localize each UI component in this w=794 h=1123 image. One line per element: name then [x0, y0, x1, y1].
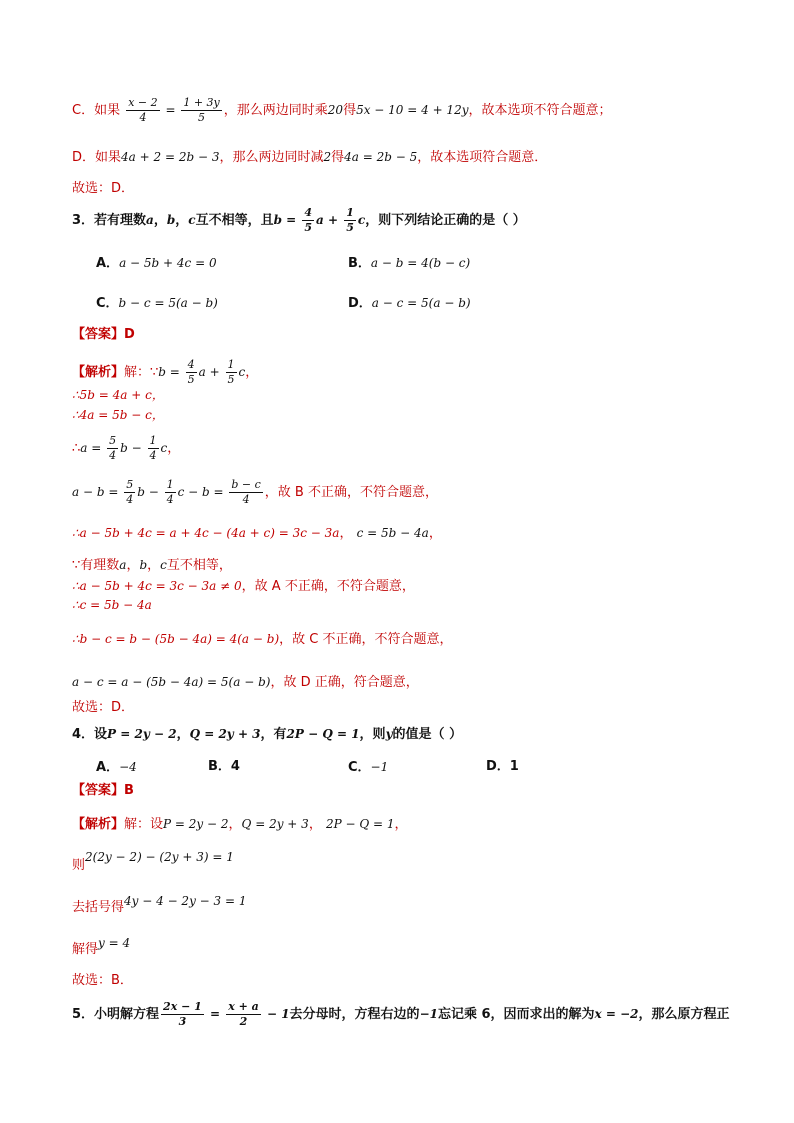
text: ，那么原方程正	[638, 1007, 730, 1022]
var: b	[166, 213, 176, 227]
q3-answer: 【答案】D	[72, 327, 135, 342]
fraction	[107, 434, 118, 463]
option-label: C．	[348, 760, 371, 775]
option-label: D．	[72, 150, 96, 165]
math: 2	[323, 150, 332, 164]
text: 4．设	[72, 727, 108, 742]
var: c	[160, 558, 167, 572]
math: a − c = a − (5b − 4a) = 5(a − b)	[72, 675, 271, 689]
math: b −	[137, 485, 163, 499]
text: 如果	[94, 103, 121, 118]
option-text: 1	[509, 759, 519, 774]
denominator: 4	[109, 449, 117, 462]
q4-step-1	[72, 850, 234, 875]
text: ，	[167, 441, 181, 456]
q4-stem	[72, 725, 462, 744]
text: ∵有理数	[72, 558, 120, 573]
math: ∴a − 5b + 4c = a + 4c − (4a + c) = 3c − 3a	[72, 526, 340, 540]
q3-stem	[72, 206, 526, 235]
q4-analysis-intro	[72, 815, 408, 834]
denominator: 4	[149, 449, 157, 462]
text: ，	[175, 213, 189, 228]
denominator: 2	[239, 1015, 248, 1028]
q3-option-a[interactable]	[96, 254, 217, 273]
math: 4y − 4 − 2y − 3 = 1	[124, 894, 247, 908]
q5-stem	[72, 1000, 730, 1029]
option-label: C．	[96, 296, 119, 311]
math: ∴b − c = b − (5b − 4a) = 4(a − b)	[72, 632, 280, 646]
math: y = 4	[98, 936, 131, 950]
q3-step-8: ∴c = 5b − 4a	[72, 598, 152, 612]
numerator: 2x − 1	[163, 1000, 202, 1013]
option-label: B．	[348, 256, 371, 271]
text: 的值是（ ）	[392, 727, 463, 742]
q3-option-b[interactable]	[348, 254, 470, 273]
analysis-label: 【解析】	[72, 365, 125, 380]
math: b =	[273, 213, 301, 227]
analysis-label: 【解析】	[72, 817, 125, 832]
math: c	[160, 441, 168, 455]
text: ，	[245, 365, 259, 380]
q3-step-3	[72, 434, 180, 463]
var: c	[188, 213, 196, 227]
math: P = 2y − 2	[163, 817, 229, 831]
text: ，	[147, 558, 161, 573]
numerator: 4	[187, 358, 195, 371]
math: c − b =	[177, 485, 228, 499]
math: 2P − Q = 1	[286, 727, 360, 741]
text: ，故 A 不正确，不符合题意，	[241, 579, 415, 594]
option-d-explanation	[72, 148, 547, 167]
text: 去括号得	[72, 900, 125, 915]
numerator: 1 + 3y	[183, 96, 220, 109]
math: P = 2y − 2	[107, 727, 177, 741]
math: 5x − 10 = 4 + 12y	[356, 103, 469, 117]
math: 2(2y − 2) − (2y + 3) = 1	[85, 850, 234, 864]
text: 如果	[95, 150, 122, 165]
math: 4a + 2 = 2b − 3	[121, 150, 220, 164]
denominator: 5	[198, 111, 206, 124]
fraction	[181, 96, 221, 125]
denominator: 4	[126, 493, 134, 506]
fraction	[126, 96, 159, 125]
q4-option-c[interactable]	[348, 758, 388, 777]
math: a =	[80, 441, 106, 455]
fraction	[124, 478, 135, 507]
text: 5．小明解方程	[72, 1007, 160, 1022]
text: ，故本选项不符合题意；	[468, 103, 612, 118]
var: y	[385, 727, 393, 741]
option-text: −4	[119, 760, 137, 774]
math: a − b =	[72, 485, 123, 499]
text: ，	[176, 727, 190, 742]
math: − 1	[262, 1007, 290, 1021]
text: 互不相等，	[166, 558, 232, 573]
option-label: A．	[96, 256, 120, 271]
fraction	[165, 478, 176, 507]
math: b =	[158, 365, 184, 379]
numerator: 4	[304, 206, 313, 219]
text: 得	[343, 103, 357, 118]
math: c = 5b − 4a	[356, 526, 429, 540]
option-text: a − b = 4(b − c)	[370, 256, 471, 270]
fraction	[344, 206, 356, 235]
var: b	[139, 558, 148, 572]
math: 20	[327, 103, 344, 117]
q3-option-d[interactable]	[348, 294, 471, 313]
text: 则	[72, 858, 86, 873]
numerator: x + a	[228, 1000, 259, 1013]
fraction	[161, 1000, 204, 1029]
q3-step-6	[72, 556, 232, 575]
text: ，	[428, 526, 442, 541]
q4-answer: 【答案】B	[72, 783, 134, 798]
text: 解得	[72, 942, 99, 957]
math: Q = 2y + 3	[241, 817, 309, 831]
var: a	[146, 213, 154, 227]
equals: =	[161, 103, 180, 117]
text: 去分母时，方程右边的	[289, 1007, 420, 1022]
numerator: 1	[227, 358, 235, 371]
text: 解：∵	[124, 365, 159, 380]
text: ，那么两边同时乘	[223, 103, 328, 118]
prev-final-answer: 故选：D．	[72, 181, 135, 196]
text: 得	[331, 150, 345, 165]
text: ，那么两边同时减	[219, 150, 324, 165]
q3-step-7	[72, 577, 415, 596]
q4-option-b[interactable]	[208, 758, 240, 776]
text: ，	[228, 817, 242, 832]
denominator: 5	[227, 373, 235, 386]
text: ，	[126, 558, 140, 573]
q4-option-d[interactable]	[486, 758, 519, 776]
option-label: B．	[208, 759, 231, 774]
denominator: 3	[178, 1015, 187, 1028]
text: 忘记乘 6，因而求出的解为	[437, 1007, 595, 1022]
numerator: x − 2	[128, 96, 158, 109]
fraction	[226, 358, 237, 387]
math: 2P − Q = 1	[325, 817, 395, 831]
denominator: 4	[166, 493, 174, 506]
math: b −	[120, 441, 146, 455]
text: ，则下列结论正确的是（ ）	[365, 213, 526, 228]
denominator: 4	[139, 111, 147, 124]
q3-step-9	[72, 630, 452, 649]
q4-step-2	[72, 894, 247, 917]
denominator: 4	[242, 493, 250, 506]
q3-step-2: ∴4a = 5b − c，	[72, 408, 164, 422]
math: x = −2	[594, 1007, 639, 1021]
fraction	[302, 206, 314, 235]
text: ，故 B 不正确，不符合题意，	[264, 485, 438, 500]
q3-step-1: ∴5b = 4a + c，	[72, 388, 164, 402]
option-text: −1	[370, 760, 389, 774]
option-label: D．	[348, 296, 372, 311]
math: c	[357, 213, 366, 227]
option-c-explanation	[72, 96, 612, 125]
text: 解：设	[124, 817, 164, 832]
denominator: 5	[304, 221, 313, 234]
option-text: a − 5b + 4c = 0	[119, 256, 217, 270]
text: ，	[394, 817, 408, 832]
option-text: b − c = 5(a − b)	[118, 296, 218, 310]
option-label: D．	[486, 759, 510, 774]
text: ，	[339, 526, 353, 541]
var: a	[119, 558, 127, 572]
numerator: 5	[109, 434, 117, 447]
math: Q = 2y + 3	[189, 727, 261, 741]
text: ，	[308, 817, 322, 832]
text: ∴	[72, 441, 81, 456]
option-text: 4	[230, 759, 240, 774]
option-text: a − c = 5(a − b)	[371, 296, 471, 310]
text: 3．若有理数	[72, 213, 147, 228]
denominator: 5	[346, 221, 354, 234]
math: a +	[198, 365, 224, 379]
denominator: 5	[187, 373, 195, 386]
option-label: A．	[96, 760, 120, 775]
math: ∴a − 5b + 4c = 3c − 3a ≠ 0	[72, 579, 242, 593]
math: a +	[316, 213, 343, 227]
option-label: C．	[72, 103, 95, 118]
numerator: 5	[126, 478, 134, 491]
q4-step-3	[72, 936, 131, 959]
text: ，故本选项符合题意．	[417, 150, 548, 165]
fraction	[229, 478, 262, 507]
text: ，故 D 正确，符合题意，	[270, 675, 419, 690]
q4-option-a[interactable]	[96, 758, 137, 777]
q3-step-5	[72, 524, 442, 543]
fraction	[148, 434, 159, 463]
numerator: 1	[346, 206, 354, 219]
numerator: 1	[149, 434, 157, 447]
text: ，则	[359, 727, 386, 742]
q4-final-answer: 故选：B．	[72, 973, 133, 988]
q3-option-c[interactable]	[96, 294, 218, 313]
math: c	[238, 365, 246, 379]
fraction	[186, 358, 197, 387]
math: −1	[419, 1007, 438, 1021]
fraction	[226, 1000, 261, 1029]
q3-step-4	[72, 478, 438, 507]
numerator: 1	[166, 478, 174, 491]
q3-step-10	[72, 673, 419, 692]
text: 互不相等，且	[195, 213, 274, 228]
q3-analysis-intro	[72, 358, 258, 387]
q3-final-answer: 故选：D．	[72, 700, 135, 715]
text: ，故 C 不正确，不符合题意，	[279, 632, 453, 647]
text: ，	[153, 213, 167, 228]
text: ，有	[260, 727, 287, 742]
numerator: b − c	[231, 478, 261, 491]
math: 4a = 2b − 5	[344, 150, 418, 164]
equals: =	[205, 1007, 225, 1021]
